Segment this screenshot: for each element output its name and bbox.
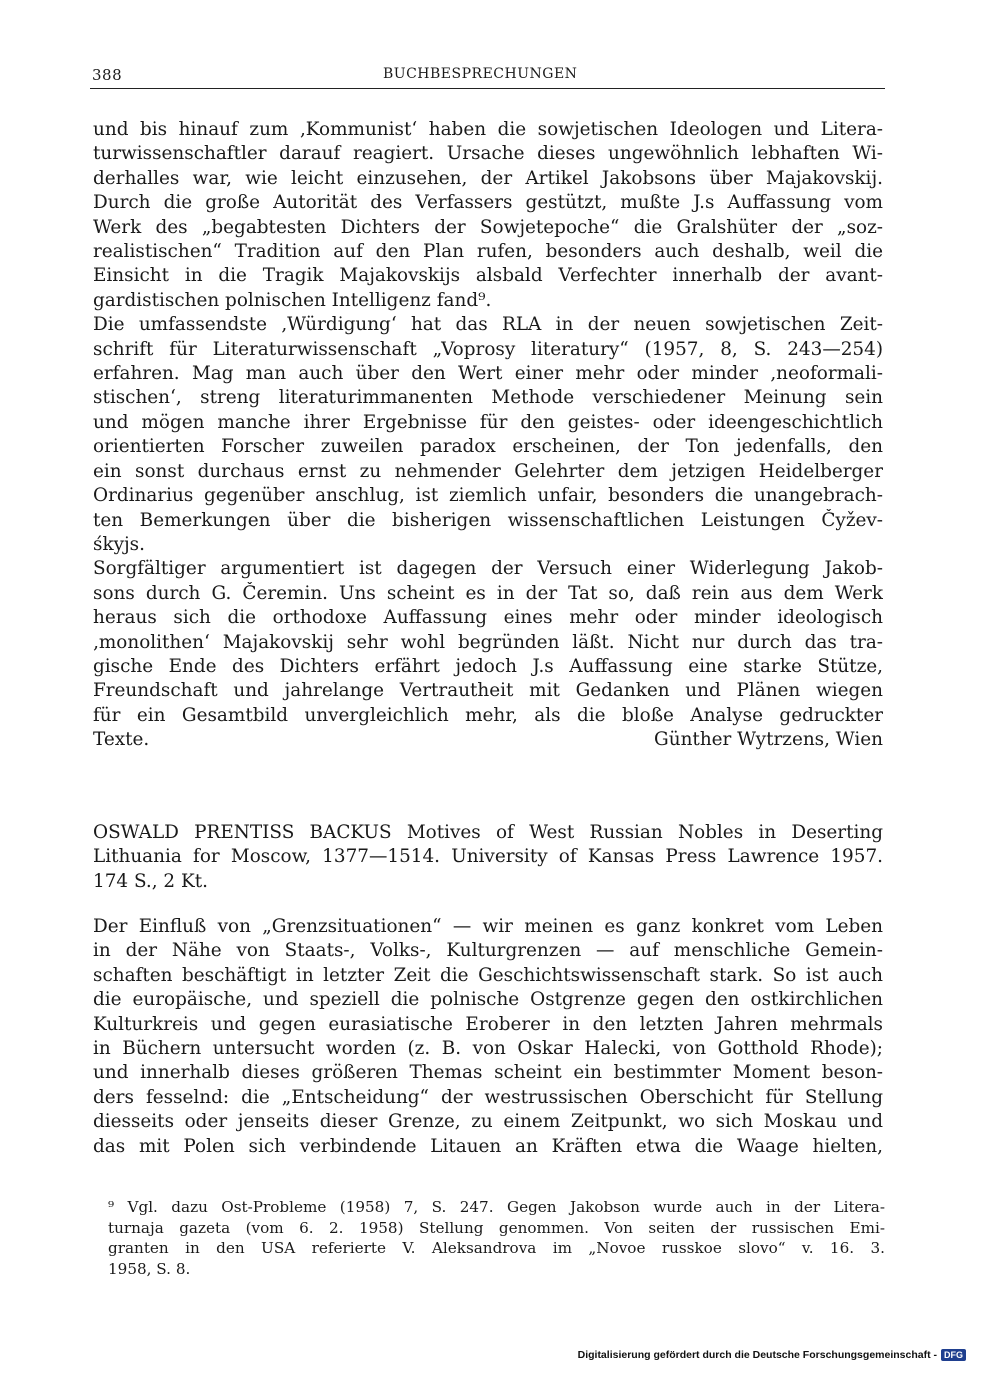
text-line: Sorgfältiger argumentiert ist dagegen der Versuch einer Widerlegung Jakob-: [93, 558, 883, 580]
text-line: Freundschaft und jahrelange Vertrautheit mit Gedanken und Plänen wiegen: [93, 680, 883, 702]
title-line: Lithuania for Moscow, 1377—1514. University of Kansas Press Lawrence 1957.: [93, 846, 883, 868]
text-line: ein sonst durchaus ernst zu nehmender Gelehrter dem jetzigen Heidelberger: [93, 460, 883, 482]
review-2-body: [93, 915, 883, 1159]
text-line: Durch die große Autorität des Verfassers gestützt, mußte J.s Auffassung vom: [93, 192, 883, 214]
text-line: schaften beschäftigt in letzter Zeit die Geschichtswissenschaft stark. So ist auch: [93, 964, 883, 986]
text-line: und bis hinauf zum ‚Kommunist‘ haben die sowjetischen Ideologen und Litera-: [93, 119, 883, 140]
text-line: Ordinarius gegenüber anschlug, ist ziemlich unfair, besonders die unangebrach-: [93, 485, 883, 507]
review-1-body: [93, 118, 883, 753]
text-line: śkyjs.: [93, 533, 145, 555]
text-line: Die umfassendste ‚Würdigung‘ hat das RLA in der neuen sowjetischen Zeit-: [93, 314, 883, 336]
text-line: Kulturkreis und gegen eurasiatische Eroberer in den letzten Jahren mehrmals: [93, 1013, 883, 1035]
text-line: gardistischen polnischen Intelligenz fand⁹.: [93, 289, 492, 311]
text-line: Der Einfluß von „Grenzsituationen“ — wir meinen es ganz konkret vom Leben: [93, 916, 883, 937]
running-head: BUCHBESPRECHUNGEN: [383, 66, 578, 82]
header-rule: [90, 88, 885, 89]
review-2-title: [93, 821, 883, 894]
title-line: OSWALD PRENTISS BACKUS Motives of West Russian Nobles in Deserting: [93, 822, 883, 843]
text-line: turwissenschaftler darauf reagiert. Ursache dieses ungewöhnlich lebhaften Wi-: [93, 143, 883, 165]
text-line: heraus sich die orthodoxe Auffassung eines mehr oder minder ideologisch: [93, 607, 883, 629]
text-line: in Büchern untersucht worden (z. B. von Oskar Halecki, von Gotthold Rhode);: [93, 1038, 883, 1060]
dfg-logo-icon: DFG: [941, 1349, 966, 1361]
text-line: ders fesselnd: die „Entscheidung“ der westrussischen Oberschicht für Stellung: [93, 1086, 883, 1108]
footnote-line: 1958, S. 8.: [108, 1259, 191, 1278]
credit-text: Digitalisierung gefördert durch die Deutsche Forschungsgemeinschaft -: [577, 1349, 937, 1361]
text-line: Einsicht in die Tragik Majakovskijs alsbald Verfechter innerhalb der avant-: [93, 265, 883, 287]
text-line: orientierten Forscher zuweilen paradox erscheinen, der Ton jedenfalls, den: [93, 436, 883, 458]
title-line: 174 S., 2 Kt.: [93, 870, 208, 892]
text-line: erfahren. Mag man auch über den Wert einer mehr oder minder ‚neoformali-: [93, 363, 883, 385]
footnote: [108, 1197, 885, 1279]
text-line: derhalles war, wie leicht einzusehen, der Artikel Jakobsons über Majakovskij.: [93, 167, 883, 189]
text-line: stischen‘, streng literaturimmanenten Methode verschiedener Meinung sein: [93, 387, 883, 409]
text-line: die europäische, und speziell die polnische Ostgrenze gegen den ostkirchlichen: [93, 989, 883, 1011]
text-line: ‚monolithen‘ Majakovskij sehr wohl begründen läßt. Nicht nur durch das tra-: [93, 631, 883, 653]
closing-line: [93, 728, 883, 752]
text-line: diesseits oder jenseits dieser Grenze, zu einem Zeitpunkt, wo sich Moskau und: [93, 1111, 883, 1133]
footnote-line: ⁹ Vgl. dazu Ost-Probleme (1958) 7, S. 247. Gegen Jakobson wurde auch in der Litera-: [108, 1198, 885, 1216]
closing-text: Texte.: [93, 729, 150, 751]
text-line: gische Ende des Dichters erfährt jedoch J.s Auffassung eine starke Stütze,: [93, 655, 883, 677]
text-line: sons durch G. Čeremin. Uns scheint es in der Tat so, daß rein aus dem Werk: [93, 582, 883, 604]
text-line: Werk des „begabtesten Dichters der Sowjetepoche“ die Gralshüter der „soz-: [93, 216, 883, 238]
text-line: realistischen“ Tradition auf den Plan rufen, besonders auch deshalb, weil die: [93, 241, 883, 263]
reviewer-signature: Günther Wytrzens, Wien: [654, 729, 883, 751]
footnote-line: turnaja gazeta (vom 6. 2. 1958) Stellung genommen. Von seiten der russischen Emi-: [108, 1218, 885, 1237]
text-line: in der Nähe von Staats-, Volks-, Kulturgrenzen — auf menschliche Gemein-: [93, 940, 883, 962]
footnote-line: granten in den USA referierte V. Aleksandrova im „Novoe russkoe slovo“ v. 16. 3.: [108, 1239, 885, 1258]
text-line: und innerhalb dieses größeren Themas scheint ein bestimmter Moment beson-: [93, 1062, 883, 1084]
text-line: schrift für Literaturwissenschaft „Voprosy literatury“ (1957, 8, S. 243—254): [93, 338, 883, 360]
text-line: ten Bemerkungen über die bisherigen wissenschaftlichen Leistungen Čyžev-: [93, 509, 883, 531]
digitization-credit: [578, 1349, 966, 1361]
text-line: und mögen manche ihrer Ergebnisse für den geistes- oder ideengeschichtlich: [93, 411, 883, 433]
text-line: das mit Polen sich verbindende Litauen an Kräften etwa die Waage hielten,: [93, 1135, 883, 1157]
text-line: für ein Gesamtbild unvergleichlich mehr, als die bloße Analyse gedruckter: [93, 704, 883, 726]
page-number: 388: [92, 66, 123, 84]
